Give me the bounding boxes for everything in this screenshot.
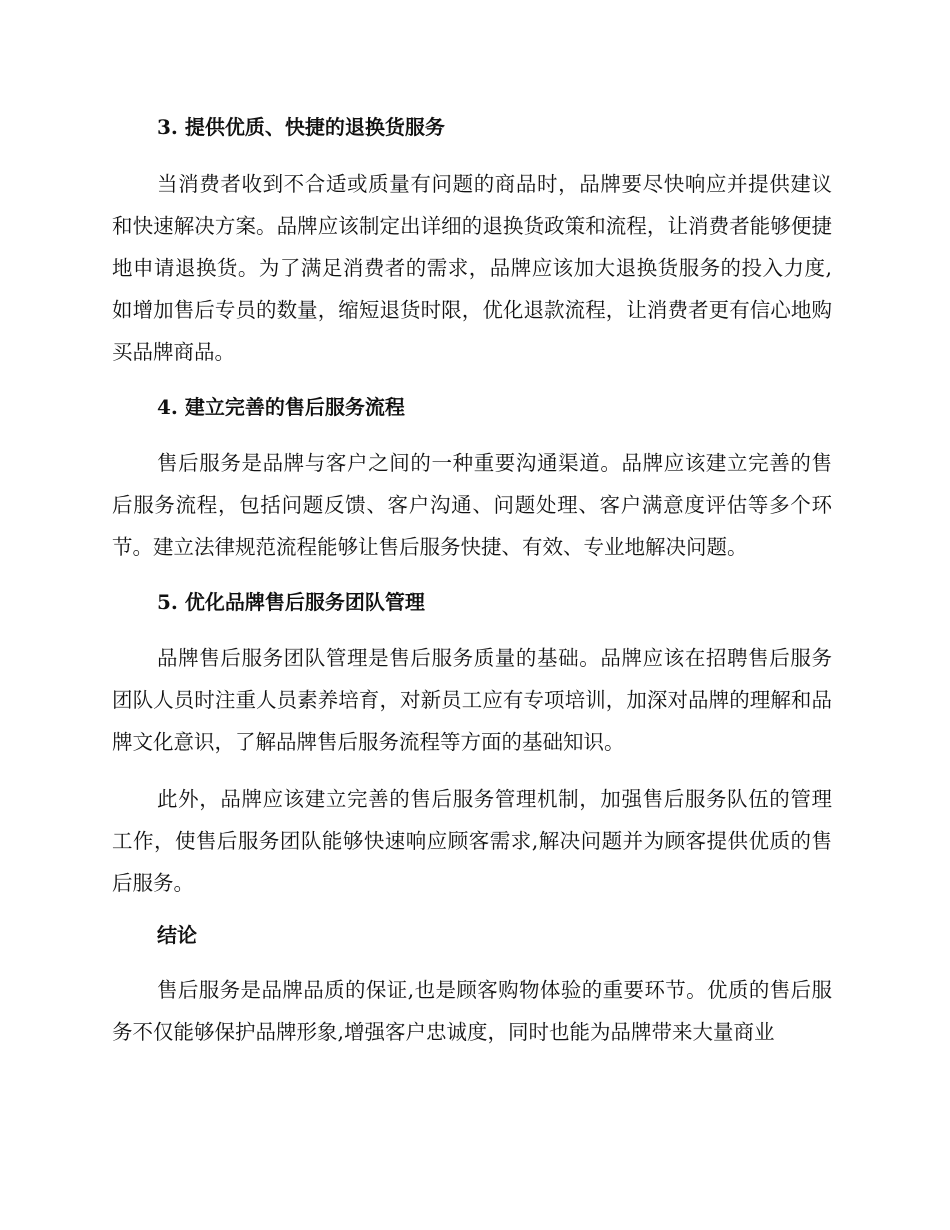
section-3-paragraph: 当消费者收到不合适或质量有问题的商品时，品牌要尽快响应并提供建议和快速解决方案。品牌应该制定出详细的退换货政策和流程，让消费者能够便捷地申请退换货。为了满足消费者的需求，品牌应该加大退换货服务的投入力度,如增加售后专员的数量，缩短退货时限，优化退款流程，让消费者更有信心地购买品牌商品。 — [112, 172, 832, 364]
conclusion-paragraph: 售后服务是品牌品质的保证,也是顾客购物体验的重要环节。优质的售后服务不仅能够保护品牌形象,增强客户忠诚度，同时也能为品牌带来大量商业 — [112, 978, 832, 1044]
section-5-paragraph-2: 此外，品牌应该建立完善的售后服务管理机制，加强售后服务队伍的管理工作，使售后服务团队能够快速响应顾客需求,解决问题并为顾客提供优质的售后服务。 — [112, 787, 832, 895]
section-5-paragraph-1: 品牌售后服务团队管理是售后服务质量的基础。品牌应该在招聘售后服务团队人员时注重人员素养培育，对新员工应有专项培训，加深对品牌的理解和品牌文化意识，了解品牌售后服务流程等方面的基础知识。 — [112, 646, 832, 754]
section-4-paragraph: 售后服务是品牌与客户之间的一种重要沟通渠道。品牌应该建立完善的售后服务流程，包括问题反馈、客户沟通、问题处理、客户满意度评估等多个环节。建立法律规范流程能够让售后服务快捷、有效、专业地解决问题。 — [112, 451, 832, 559]
section-3-heading: 3. 提供优质、快捷的退换货服务 — [157, 115, 445, 139]
section-5-heading: 5. 优化品牌售后服务团队管理 — [157, 590, 425, 614]
conclusion-heading: 结论 — [157, 923, 197, 947]
section-4-heading: 4. 建立完善的售后服务流程 — [157, 395, 405, 419]
